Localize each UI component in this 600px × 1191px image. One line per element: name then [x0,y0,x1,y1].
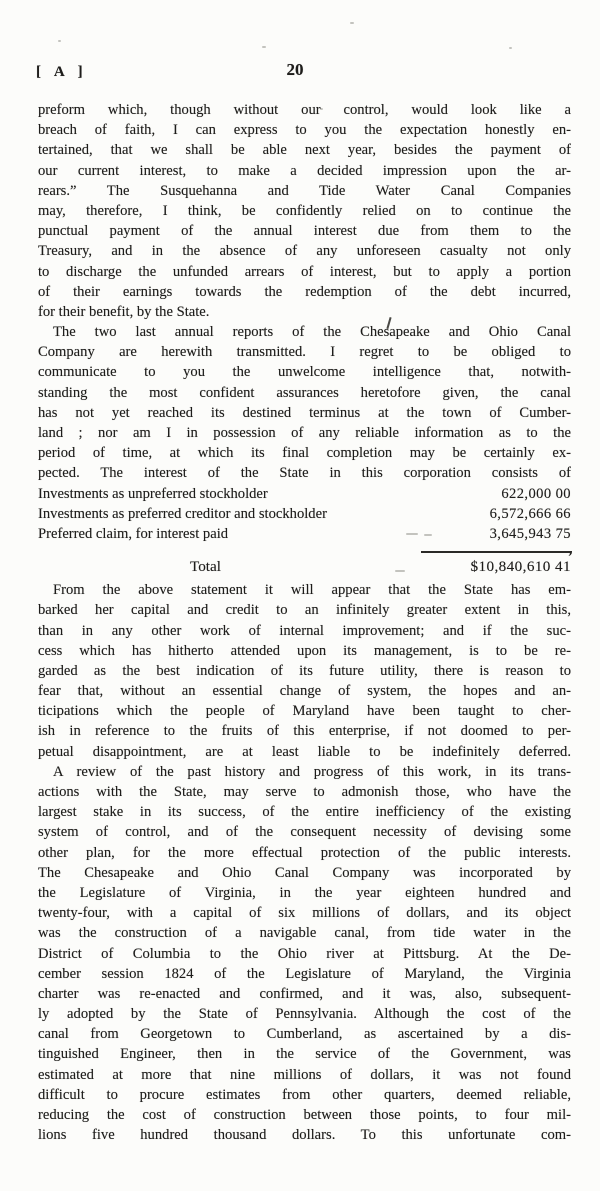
investment-label: Investments as preferred creditor and stockholder [38,505,327,522]
text-line: was the construction of a navigable canal, from tide water in the [38,925,571,942]
text-line: other plan, for the more effectual protection of the public interests. [38,844,571,861]
total-row [38,556,571,577]
text-line: system of control, and of the consequent necessity of devising some [38,824,571,841]
text-line: cember session 1824 of the Legislature of Maryland, the Virginia [38,965,571,982]
text-line: District of Columbia to the Ohio river at Pittsburg. At the De- [38,945,571,962]
text-line: cess which has hitherto attended upon its management, is to be re- [38,642,571,659]
text-line: canal from Georgetown to Cumberland, as ascertained by a dis- [38,1026,571,1043]
text-line: The two last annual reports of the Chesapeake and Ohio Canal [53,324,571,341]
text-line: of their earnings towards the redemption of the debt incurred, [38,283,571,300]
page-number: 20 [286,60,304,79]
text-line: to discharge the unfunded arrears of interest, but to apply a portion [38,263,571,280]
text-line: for their benefit, by the State. [38,303,210,320]
investment-amount: 3,645,943 75 [489,525,571,542]
text-line: period of time, at which its final completion may be certainly ex- [38,445,571,462]
text-line: pected. The interest of the State in this corporation consists of [38,465,571,482]
text-line: petual disappointment, are at least liable to be indefinitely deferred. [38,743,571,760]
text-line: standing the most confident assurances heretofore given, the canal [38,384,571,401]
paragraph-4 [38,762,571,1146]
total-label: Total [190,558,221,576]
text-line: preform which, though without our control, would look like a [38,102,571,118]
text-line: tertained, that we shall be able next year, besides the payment of [38,142,571,159]
text-line: rears.” The Susquehanna and Tide Water Canal Companies [38,182,571,199]
scan-noise [58,40,61,42]
investment-amount: 622,000 00 [501,485,571,502]
text-line: garded as the best indication of its future utility, there is reason to [38,662,571,679]
investment-label: Investments as unpreferred stockholder [38,485,268,502]
paragraph-3 [38,580,571,762]
text-line: lions five hundred thousand dollars. To this unfortunate com- [38,1127,571,1144]
text-line: punctual payment of the annual interest due from them to the [38,223,571,240]
text-line: reducing the cost of construction between those points, to four mil- [38,1107,571,1123]
paragraph-2 [38,322,571,484]
text-line: A review of the past history and progress of this work, in its trans- [53,763,571,780]
text-line: twenty-four, with a capital of six millions of dollars, and its object [38,905,571,922]
margin-label: [ A ] [36,64,88,80]
text-line: actions with the State, may serve to admonish those, who have the [38,784,571,800]
text-line: fear that, without an essential change of system, the hopes and an- [38,683,571,700]
investment-amount: 6,572,666 66 [489,505,571,522]
page-body [38,100,571,1145]
scan-noise [509,47,512,49]
investment-list [38,484,571,545]
text-line: estimated at more that nine millions of dollars, it was not found [38,1066,571,1083]
text-line: Treasury, and in the absence of any unforeseen casualty not only [38,243,571,260]
investment-label: Preferred claim, for interest paid [38,525,229,542]
text-line: The Chesapeake and Ohio Canal Company was incorporated by [38,864,571,881]
total-amount: $10,840,610 41 [470,558,571,576]
text-line: largest stake in its success, of the entire inefficiency of the existing [38,804,571,821]
text-line: ish in reference to the fruits of this enterprise, if not doomed to per- [38,723,571,740]
text-line: charter was re-enacted and confirmed, and it was, also, subsequent- [38,985,571,1002]
total-block [38,551,571,577]
text-line: difficult to procure estimates from other quarters, deemed reliable, [38,1086,571,1103]
text-line: communicate to you the unwelcome intelligence that, notwith- [38,364,571,381]
text-line: the Legislature of Virginia, in the year eighteen hundred and [38,884,571,901]
text-line: tinguished Engineer, then in the service of the Government, was [38,1046,571,1063]
investment-row [38,524,571,544]
text-line: has not yet reached its destined terminus at the town of Cumber- [38,404,571,421]
sum-rule [421,551,571,553]
investment-row [38,504,571,524]
paragraph-1 [38,100,571,322]
scan-noise [262,46,266,48]
text-line: may, therefore, I think, be confidently relied on to continue the [38,202,571,219]
text-line: our current interest, to make a decided impression upon the ar- [38,162,571,179]
investment-row [38,484,571,504]
scan-noise [350,22,354,24]
text-line: barked her capital and credit to an infinitely greater extent in this, [38,602,571,619]
text-line: Company are herewith transmitted. I regret to be obliged to [38,344,571,361]
text-line: than in any other work of internal improvement; and if the suc- [38,622,571,639]
text-line: From the above statement it will appear that the State has em- [53,582,571,599]
text-line: land ; nor am I in possession of any reliable information as to the [38,425,571,441]
text-line: ly adopted by the State of Pennsylvania. Although the cost of the [38,1006,571,1023]
text-line: breach of faith, I can express to you the expectation honestly en- [38,122,571,139]
text-line: ticipations which the people of Maryland have been taught to cher- [38,703,571,720]
